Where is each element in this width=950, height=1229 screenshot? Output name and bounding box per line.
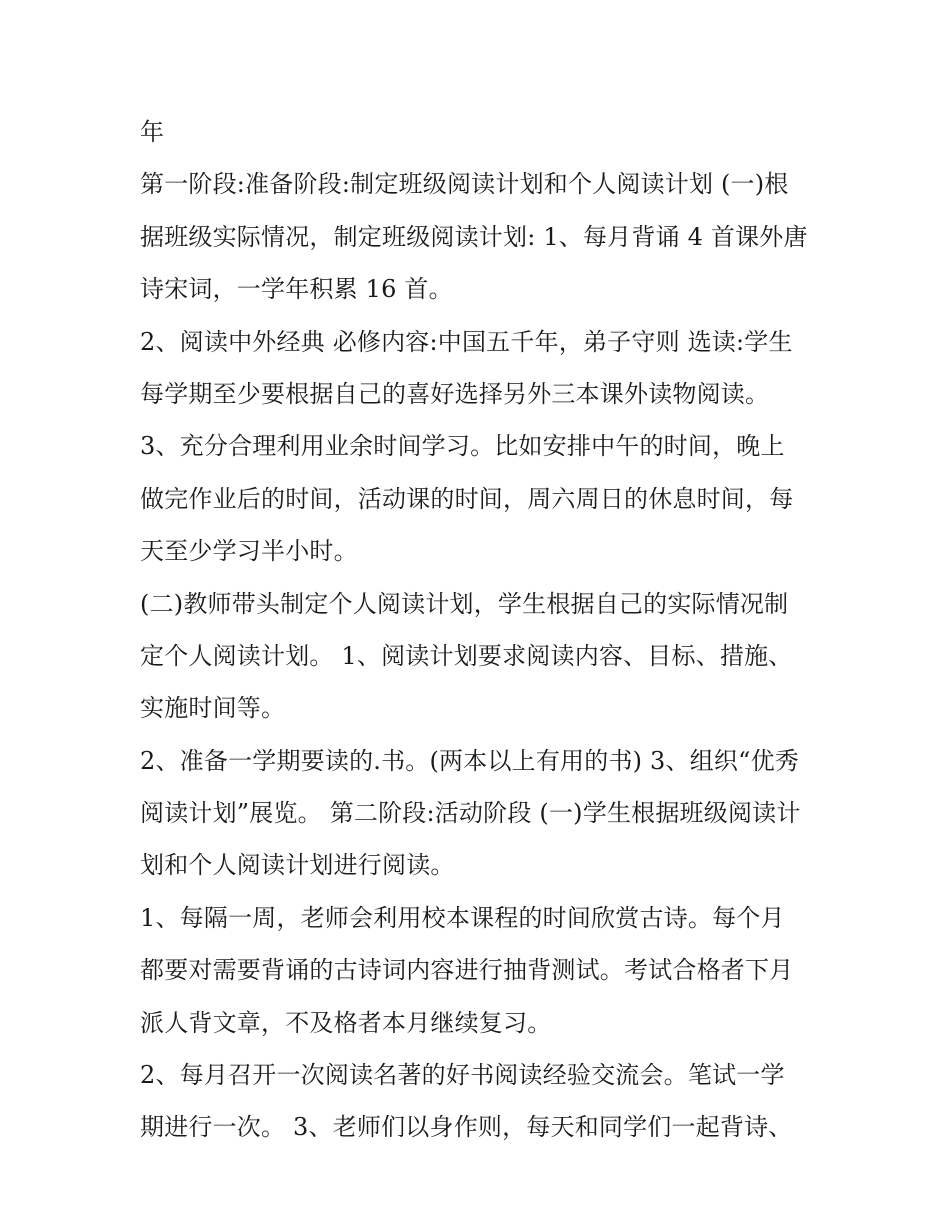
document-body <box>140 106 820 1154</box>
text-line: 诗宋词，一学年积累 16 首。 <box>140 275 453 304</box>
text-line: 做完作业后的时间，活动课的时间，周六周日的休息时间，每 <box>140 484 794 513</box>
text-line: 年 <box>140 118 165 146</box>
text-line: 实施时间等。 <box>140 694 286 723</box>
text-line: 3、充分合理利用业余时间学习。比如安排中午的时间，晚上 <box>140 432 785 461</box>
text-line: 2、阅读中外经典 必修内容:中国五千年，弟子守则 选读:学生 <box>140 327 793 356</box>
text-line: 据班级实际情况，制定班级阅读计划: 1、每月背诵 4 首课外唐 <box>140 222 808 251</box>
text-line: 都要对需要背诵的古诗词内容进行抽背测试。考试合格者下月 <box>140 956 794 985</box>
text-line: 1、每隔一周，老师会利用校本课程的时间欣赏古诗。每个月 <box>140 903 785 932</box>
text-line: 划和个人阅读计划进行阅读。 <box>140 851 455 880</box>
text-line: 第一阶段:准备阶段:制定班级阅读计划和个人阅读计划 (一)根 <box>140 170 789 199</box>
text-line: 天至少学习半小时。 <box>140 537 358 566</box>
text-line: 阅读计划”展览。 第二阶段:活动阶段 (一)学生根据班级阅读计 <box>140 799 801 828</box>
text-line: 2、每月召开一次阅读名著的好书阅读经验交流会。笔试一学 <box>140 1061 785 1090</box>
text-line: 期进行一次。 3、老师们以身作则，每天和同学们一起背诗、 <box>140 1113 793 1142</box>
text-line: (二)教师带头制定个人阅读计划，学生根据自己的实际情况制 <box>140 589 789 618</box>
text-line: 2、准备一学期要读的.书。(两本以上有用的书) 3、组织“优秀 <box>140 746 799 775</box>
text-line: 派人背文章，不及格者本月继续复习。 <box>140 1008 552 1037</box>
text-line: 定个人阅读计划。 1、阅读计划要求阅读内容、目标、措施、 <box>140 641 793 670</box>
text-line: 每学期至少要根据自己的喜好选择另外三本课外读物阅读。 <box>140 379 770 408</box>
